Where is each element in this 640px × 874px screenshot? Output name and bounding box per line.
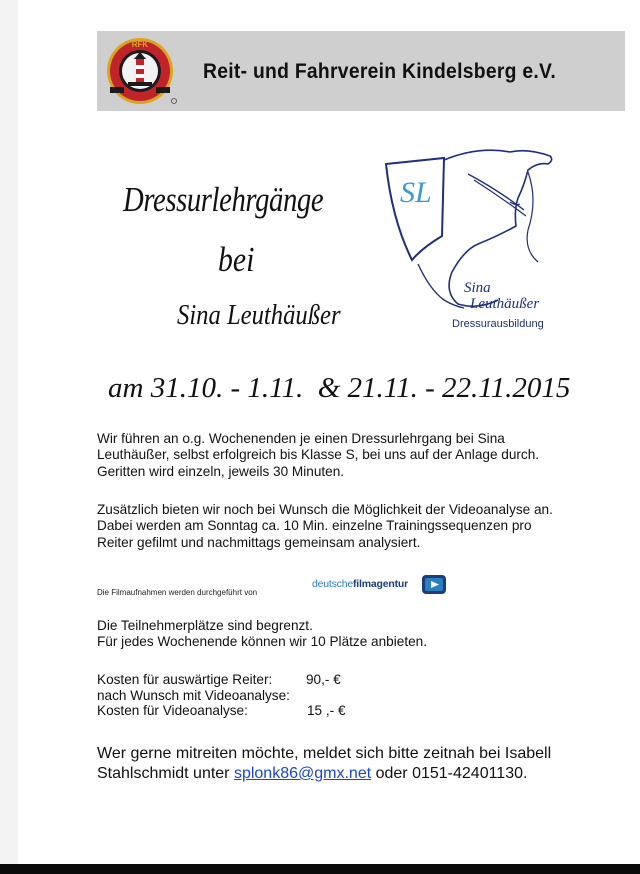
cost-value: 15 ,- € (307, 703, 346, 719)
club-name: Reit- und Fahrverein Kindelsberg e.V. (203, 60, 557, 83)
title-line-1: Dressurlehrgänge (123, 180, 324, 219)
event-dates: am 31.10. - 1.11. & 21.11. - 22.11.2015 (108, 372, 571, 404)
film-company-part2: filmagentur (353, 578, 408, 590)
cost-label: Kosten für Videoanalyse: (97, 703, 248, 719)
paragraph-line: Dabei werden am Sonntag ca. 10 Min. einzelne Trainingssequenzen pro (97, 518, 532, 534)
paragraph-line: Zusätzlich bieten wir noch bei Wunsch die Möglichkeit der Videoanalyse an. (97, 502, 553, 517)
paragraph-places (97, 618, 597, 651)
scan-bottom-strip (0, 864, 640, 874)
cost-label: Kosten für auswärtige Reiter: (97, 672, 273, 687)
paragraph-line: Reiter gefilmt und nachmittags gemeinsam analysiert. (97, 534, 421, 550)
cost-label: nach Wunsch mit Videoanalyse: (97, 687, 290, 703)
contact-text-before: Stahlschmidt unter (97, 765, 234, 782)
paragraph-video (97, 502, 597, 551)
paragraph-line: Die Teilnehmerplätze sind begrenzt. (97, 618, 313, 633)
paragraph-intro (97, 431, 597, 480)
paragraph-line: Für jedes Wochenende können wir 10 Plätze anbieten. (97, 634, 427, 650)
contact-line-1: Wer gerne mitreiten möchte, meldet sich bitte zeitnah bei Isabell (97, 745, 552, 762)
film-company-part1: deutsche (312, 578, 354, 590)
email-link[interactable]: splonk86@gmx.net (233, 765, 372, 782)
club-logo-text: RFK (131, 40, 149, 49)
paragraph-line: Wir führen an o.g. Wochenenden je einen Dressurlehrgang bei Sina (97, 431, 505, 446)
club-logo-icon (104, 35, 180, 107)
title-line-3: Sina Leuthäußer (177, 300, 341, 331)
cost-value: 90,- € (306, 672, 341, 687)
film-note: Die Filmaufnahmen werden durchgeführt von (97, 588, 258, 597)
trainer-monogram: SL (400, 176, 432, 209)
paragraph-line: Leuthäußer, selbst erfolgreich bis Klasse S, bei uns auf der Anlage durch. (97, 447, 540, 463)
contact-text-after: oder 0151-42401130. (371, 765, 528, 782)
trainer-logo-subtitle: Dressurausbildung (452, 318, 544, 330)
contact-line-2 (97, 764, 617, 784)
scan-edge-left (0, 0, 18, 874)
trainer-name-line-2: Leuthäußer (470, 296, 540, 312)
film-company-logo (312, 578, 408, 590)
play-icon (421, 574, 447, 596)
title-line-2: bei (218, 240, 255, 279)
trainer-name-line-1: Sina (464, 280, 491, 296)
paragraph-line: Geritten wird einzeln, jeweils 30 Minuten. (97, 463, 345, 479)
contact-paragraph (97, 744, 617, 784)
trainer-logo-icon (378, 140, 578, 340)
